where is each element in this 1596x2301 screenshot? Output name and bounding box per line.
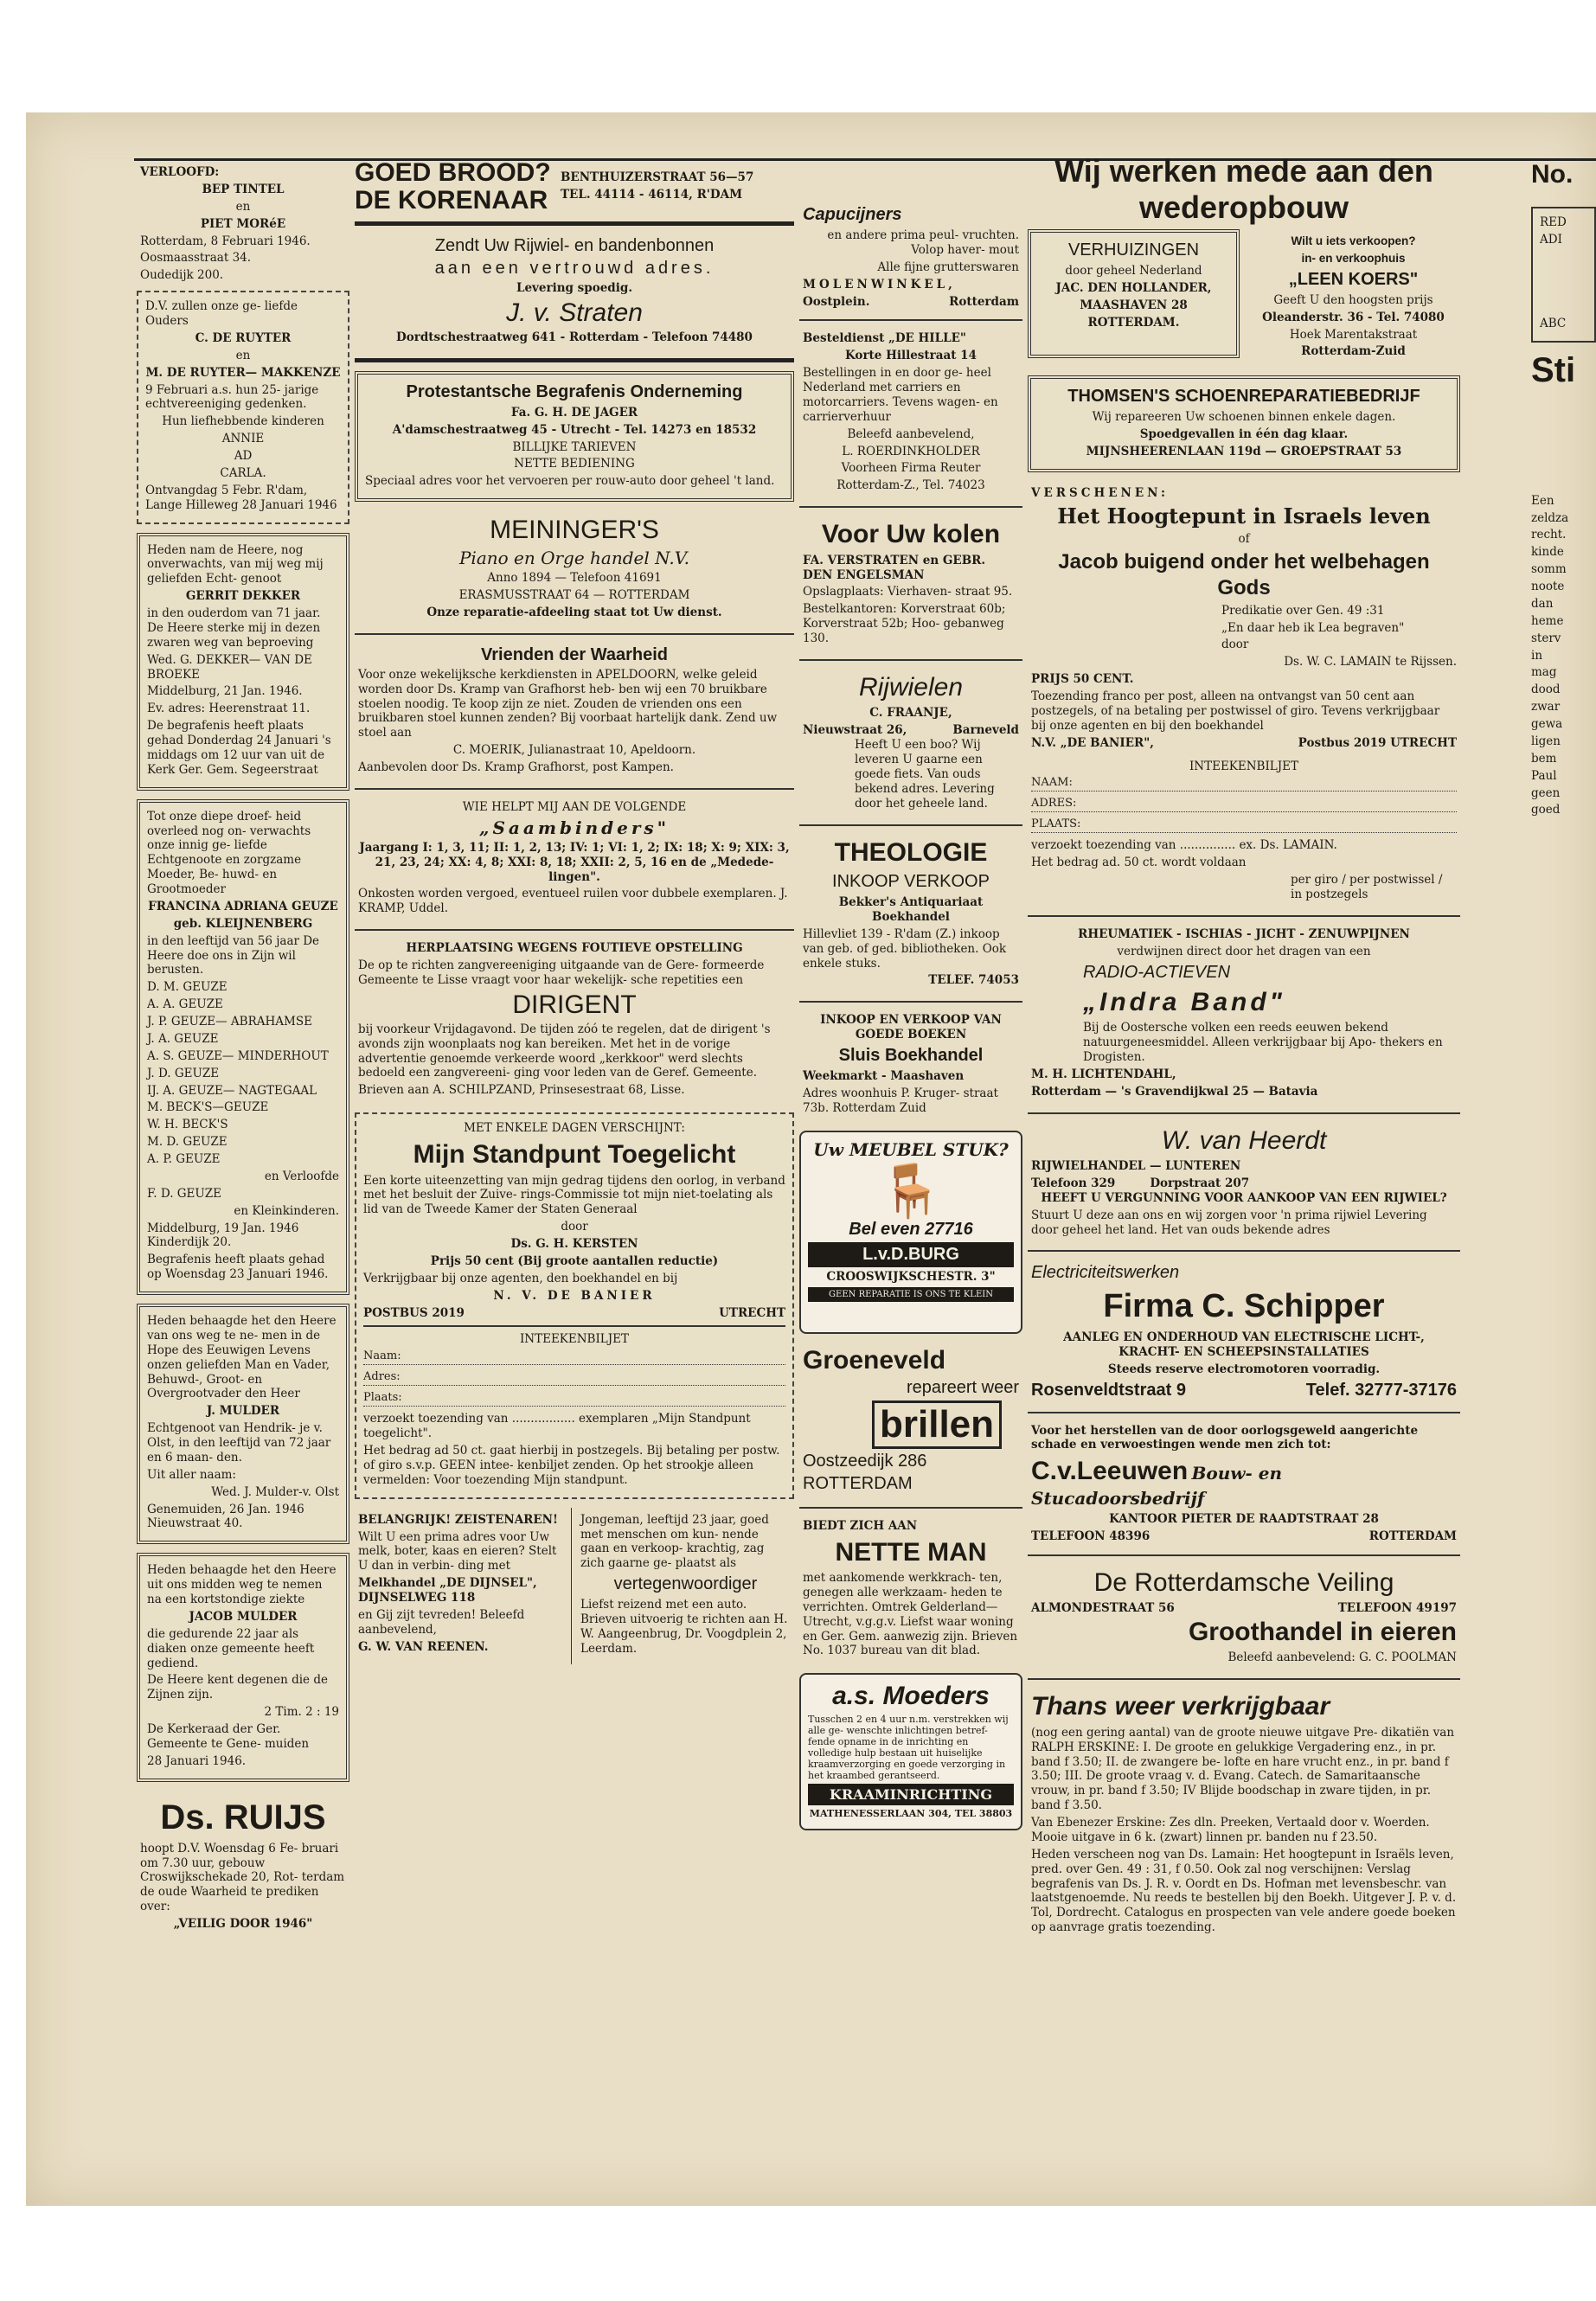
dirigent-body1: De op te richten zangvereeniging uitgaande van de Gere- formeerde Gemeente te Lisse vraagt voor haar wekelijk- sche repetities een xyxy=(358,958,765,987)
standpunt-city: UTRECHT xyxy=(719,1305,785,1320)
family-member: M. BECK'S—GEUZE xyxy=(147,1100,269,1115)
engagement-title: VERLOOFD: xyxy=(140,165,220,179)
edge-snippet: RED xyxy=(1540,215,1567,229)
engagement-en: en xyxy=(235,199,251,214)
vertegenwoordiger-title: vertegenwoordiger xyxy=(613,1574,758,1594)
standpunt-postbus: POSTBUS 2019 xyxy=(363,1305,465,1320)
korenaar-title2: DE KORENAAR xyxy=(355,186,548,215)
anniversary-kid: CARLA. xyxy=(220,465,266,480)
edge-snippet: ADI xyxy=(1540,232,1562,247)
hoogtepunt-ad xyxy=(1028,481,1460,910)
veiling-tel: TELEFOON 49197 xyxy=(1337,1601,1457,1615)
rijwielen-title: Rijwielen xyxy=(858,672,964,702)
indra-intro2: verdwijnen direct door het dragen van een xyxy=(1117,944,1371,958)
anniversary-kid: ANNIE xyxy=(221,432,265,446)
form-bedrag2: per giro / per postwissel / in postzegels xyxy=(1291,873,1443,901)
divider xyxy=(355,633,794,635)
wederopbouw-header: Wij werken mede aan den wederopbouw xyxy=(1054,153,1433,225)
rijwielen-body: Heeft U een boo? Wij leveren U gaarne een goede fiets. Van ouds bekend adres. Levering door het geheele land. xyxy=(855,738,995,811)
obituary-body: Tot onze diepe droef- heid overleed nog on- verwachts onze innig ge- liefde Echtgenoote en zorgzame Moeder, Be- huwd- en Grootmoeder xyxy=(147,809,311,896)
heerdt-ad xyxy=(1028,1119,1460,1246)
engagement-name2: PIET MORéE xyxy=(200,216,286,231)
standpunt-firm: N. V. DE BANIER xyxy=(493,1288,656,1303)
sluis-body: Weekmarkt - Maashaven xyxy=(803,1069,965,1083)
moeders-ad xyxy=(799,1673,1022,1830)
verhuizingen-city: ROTTERDAM. xyxy=(1087,315,1180,330)
leeuwen-ad xyxy=(1028,1419,1460,1549)
veiling-ad xyxy=(1028,1561,1460,1674)
capucijners-body2: Alle fijne grutterswaren xyxy=(877,260,1019,274)
hoogtepunt-firm: N.V. „DE BANIER", xyxy=(1031,735,1154,750)
capucijners-title: Capucijners xyxy=(803,205,902,224)
leeuwen-tel: TELEFOON 48396 xyxy=(1031,1529,1151,1543)
capucijners-city2: Rotterdam xyxy=(949,294,1019,309)
saambinders-intro: WIE HELPT MIJ AAN DE VOLGENDE xyxy=(462,799,687,814)
rijwielen-city: Barneveld xyxy=(952,723,1019,738)
begrafenis-firm: Fa. G. H. DE JAGER xyxy=(510,405,638,420)
groeneveld-addr: Oostzeedijk 286 xyxy=(803,1451,927,1471)
page-number: No. xyxy=(1531,160,1574,189)
obituary-name: GERRIT DEKKER xyxy=(185,589,301,604)
standpunt-door: door xyxy=(561,1220,588,1234)
straten-addr: Dordtschestraatweg 641 - Rotterdam - Telefoon 74480 xyxy=(396,330,753,344)
hoogtepunt-pred: Predikatie over Gen. 49 :31 xyxy=(1221,603,1385,618)
erskine-title: Thans weer verkrijgbaar xyxy=(1031,1692,1330,1721)
indra-firm: M. H. LICHTENDAHL, xyxy=(1031,1067,1176,1081)
korenaar-title1: GOED BROOD? xyxy=(355,158,551,187)
theologie-shop: Bekker's Antiquariaat Boekhandel xyxy=(838,895,984,924)
hoogtepunt-title: Het Hoogtepunt in Israels leven xyxy=(1057,503,1431,529)
bottom-ads xyxy=(355,1508,794,1664)
begrafenis-body: Speciaal adres voor het vervoeren per rouw-auto door geheel 't land. xyxy=(365,474,775,489)
standpunt-author: Ds. G. H. KERSTEN xyxy=(510,1237,638,1251)
groeneveld-big: brillen xyxy=(872,1400,1002,1449)
obituary-place: Middelburg, 21 Jan. 1946. xyxy=(147,684,303,699)
obituary-verse: 2 Tim. 2 : 19 xyxy=(264,1705,339,1720)
meininger-line: Anno 1894 — Telefoon 41691 xyxy=(487,571,662,586)
form-footer: Het bedrag ad 50 ct. gaat hierbij in postzegels. Bij betaling per postw. of giro s.v.p. GEEN intee- kenbiljet zenden. Op het strookje alleen vermelden: Voor toezending Mijn standpunt. xyxy=(363,1444,780,1487)
moeders-title: a.s. Moeders xyxy=(832,1682,990,1711)
meininger-sub: Piano en Orge handel N.V. xyxy=(458,548,690,569)
sermon-topic: „VEILIG DOOR 1946" xyxy=(173,1917,313,1931)
thomsen-title: THOMSEN'S SCHOENREPARATIEBEDRIJF xyxy=(1067,387,1420,407)
obituary-body2: Echtgenoot van Hendrik- je v. Olst, in den leeftijd van 72 jaar en 6 maan- den. xyxy=(147,1421,331,1465)
sluis-body2: Adres woonhuis P. Kruger- straat 73b. Rotterdam Zuid xyxy=(803,1086,998,1115)
obituary-name: FRANCINA ADRIANA GEUZE xyxy=(148,899,338,913)
groeneveld-city: ROTTERDAM xyxy=(803,1473,913,1493)
vertegenwoordiger-body2: Liefst reizend met een auto. Brieven uitvoerig te richten aan H. W. Aangeenbrug, Dr. Voogdplein 2, Leerdam. xyxy=(580,1598,788,1656)
anniversary-en: en xyxy=(235,348,251,362)
indra-sub: RADIO-ACTIEVEN xyxy=(1083,962,1231,982)
obituary-sign: De Kerkeraad der Ger. Gemeente te Gene- muiden xyxy=(147,1722,310,1751)
burg-ad xyxy=(799,1131,1022,1334)
belangrijk-ad xyxy=(355,1508,572,1664)
hille-sign: L. ROERDINKHOLDER xyxy=(842,444,980,458)
column-ads-3 xyxy=(799,160,1022,1830)
vrienden-title: Vrienden der Waarheid xyxy=(481,644,668,664)
family-member: J. D. GEUZE xyxy=(147,1066,220,1080)
engagement-name1: BEP TINTEL xyxy=(202,182,285,196)
vrienden-body: Voor onze wekelijksche kerkdiensten in APELDOORN, welke geleid worden door Ds. Kramp van Grafhorst heb- ben wij een 70 bruikbare stoelen noodig. Te koop zijn ze niet. Zouden de vrienden ons een bruikbaren stoel kunnen zenden? Bij voorbaat hartelijk dank. Zend uw stoel aan xyxy=(358,667,778,740)
standpunt-intro: MET ENKELE DAGEN VERSCHIJNT: xyxy=(464,1121,685,1136)
sermon-name: Ds. RUIJS xyxy=(160,1798,326,1836)
obituary-mulder xyxy=(137,1304,349,1544)
heerdt-addr: Dorpstraat 207 xyxy=(1150,1176,1250,1190)
family-member: A. A. GEUZE xyxy=(147,997,223,1012)
straten-name: J. v. Straten xyxy=(506,298,643,327)
divider xyxy=(355,788,794,790)
leeuwen-city: ROTTERDAM xyxy=(1368,1529,1457,1543)
leenkoers-city: Rotterdam-Zuid xyxy=(1301,344,1406,359)
theologie-sub: INKOOP VERKOOP xyxy=(832,872,990,891)
obituary-name: JACOB MULDER xyxy=(189,1609,298,1624)
belangrijk-title: BELANGRIJK! ZEISTENAREN! xyxy=(358,1512,558,1527)
dirigent-ad xyxy=(355,936,794,1106)
groeneveld-title: Groeneveld xyxy=(803,1345,946,1375)
saambinders-body: Jaargang I: 1, 3, 11; II: 1, 2, 13; IV: 1; VI: 1, 2; IX: 18; X: 9; XIX: 3, 21, 23, 24; XX: 4, 8; XXI: 8, 18; XXII: 2, 5, 16 en de „Medede- lingen". xyxy=(359,840,790,884)
begrafenis-ad xyxy=(355,371,794,502)
vrienden-footer: Aanbevolen door Ds. Kramp Grafhorst, post Kampen. xyxy=(358,760,674,774)
obituary-geuze xyxy=(137,799,349,1295)
saambinders-footer: Onkosten worden vergoed, eventueel ruilen voor dubbele exemplaren. J. KRAMP, Uddel. xyxy=(358,887,788,916)
begrafenis-line: BILLIJKE TARIEVEN xyxy=(512,439,637,454)
anniversary-intro: D.V. zullen onze ge- liefde Ouders xyxy=(145,299,298,328)
leeuwen-intro: Voor het herstellen van de door oorlogsgeweld aangerichte schade en verwoestingen wende men zich tot: xyxy=(1031,1423,1419,1452)
indra-band-ad xyxy=(1028,922,1460,1107)
form-place-field[interactable]: Plaats: xyxy=(363,1391,785,1407)
obituary-addr: Ev. adres: Heerenstraat 11. xyxy=(147,702,311,716)
anniversary-kid: AD xyxy=(234,449,253,463)
hille-sign: Rotterdam-Z., Tel. 74023 xyxy=(836,478,985,493)
verhuizingen-addr: MAASHAVEN 28 xyxy=(1080,298,1188,312)
sermon-ruijs xyxy=(137,1791,349,1939)
hoogtepunt-postbus: Postbus 2019 UTRECHT xyxy=(1298,735,1457,750)
nette-intro: BIEDT ZICH AAN xyxy=(803,1518,918,1533)
schipper-addr: Rosenveldtstraat 9 xyxy=(1031,1380,1186,1400)
hoogtepunt-title2: Jacob buigend onder het welbehagen Gods xyxy=(1058,549,1430,599)
standpunt-price: Prijs 50 cent (Bij groote aantallen reductie) xyxy=(430,1253,719,1268)
hille-ad xyxy=(799,326,1022,501)
saambinders-ad xyxy=(355,795,794,924)
obituary-age: in den leeftijd van 56 jaar De Heere doe ons in Zijn wil berusten. xyxy=(147,933,320,977)
hille-title: Besteldienst „DE HILLE" xyxy=(803,331,966,346)
obituary-date: 28 Januari 1946. xyxy=(147,1753,247,1768)
schipper-intro: Electriciteitswerken xyxy=(1031,1263,1180,1283)
form-address-field[interactable]: ADRES: xyxy=(1031,797,1457,812)
divider xyxy=(355,929,794,931)
korenaar-ad xyxy=(355,160,794,215)
anniversary-name2: M. DE RUYTER— MAKKENZE xyxy=(145,365,341,380)
engagement-line2: Oosmaasstraat 34. xyxy=(140,251,252,266)
column-ads-4 xyxy=(1028,153,1460,1943)
straten-line2: aan een vertrouwd adres. xyxy=(434,259,715,278)
hoogtepunt-author: Ds. W. C. LAMAIN te Rijssen. xyxy=(1284,655,1457,670)
saambinders-title: „Saambinders" xyxy=(478,817,670,838)
leenkoers-addr2: Hoek Marentakstraat xyxy=(1289,327,1418,342)
rijwielen-name: C. FRAANJE, xyxy=(869,706,952,721)
family-member: A. S. GEUZE— MINDERHOUT xyxy=(147,1048,329,1063)
adjacent-box xyxy=(1531,207,1596,343)
heerdt-title: W. van Heerdt xyxy=(1161,1125,1327,1155)
schipper-title: Firma C. Schipper xyxy=(1103,1288,1385,1325)
obituary-name: J. MULDER xyxy=(206,1404,280,1419)
schipper-ad xyxy=(1028,1257,1460,1406)
veiling-addr: ALMONDESTRAAT 56 xyxy=(1031,1601,1175,1615)
obituary-dekker xyxy=(137,533,349,791)
standpunt-ad xyxy=(355,1112,794,1499)
burg-sub: GEEN REPARATIE IS ONS TE KLEIN xyxy=(808,1287,1014,1302)
nette-body: met aankomende werkkrach- ten, genegen alle werkzaam- heden te verrichten. Omtrek Gelderland—Utrecht, v.g.g.v. Liefst waar woning en Ger. Gem. aanwezig zijn. Brieven No. 1037 bureau van dit blad. xyxy=(803,1571,1018,1658)
straten-line3: Levering spoedig. xyxy=(516,281,633,295)
leeuwen-office: KANTOOR PIETER DE RAADTSTRAAT 28 xyxy=(1109,1511,1379,1526)
hoogtepunt-body: Toezending franco per post, alleen na ontvangst van 50 cent aan postzegels, of na betaling per postwissel of giro. Tevens verkrijgbaar bij onze agenten en bij den boekhandel xyxy=(1031,689,1440,733)
moeders-logo: KRAAMINRICHTING xyxy=(808,1784,1014,1805)
hoogtepunt-quote: „En daar heb ik Lea begraven" xyxy=(1221,620,1405,635)
obituary-body: Heden nam de Heere, nog onverwachts, van mij weg mij geliefden Echt- genoot xyxy=(147,542,324,586)
erskine-body2: Van Ebenezer Erskine: Zes dln. Preeken, Vertaald door v. Woerden. Mooie uitgave in 6 k. (zwart) linnen pr. banden nu f 23.50. xyxy=(1031,1816,1430,1844)
obituary-body: Heden behaagde het den Heere van ons weg te ne- men in de Hope des Eeuwigen Levens onzen geliefden Man en Vader, Behuwd-, Groot- en Overgrootvader den Heer xyxy=(147,1314,337,1401)
straten-ad xyxy=(355,231,794,353)
erskine-ad xyxy=(1028,1685,1460,1943)
moeders-addr: MATHENESSERLAAN 304, TEL 38803 xyxy=(809,1808,1013,1820)
meininger-line: ERASMUSSTRAAT 64 — ROTTERDAM xyxy=(458,588,690,602)
dirigent-footer: Brieven aan A. SCHILPZAND, Prinsesestraat 68, Lisse. xyxy=(358,1083,685,1098)
obituary-funeral: Begrafenis heeft plaats gehad op Woensdag 23 Januari 1946. xyxy=(147,1253,329,1282)
obituary-place: Middelburg, 19 Jan. 1946 Kinderdijk 20. xyxy=(147,1221,299,1250)
hille-sign: Beleefd aanbevelend, xyxy=(847,426,975,441)
korenaar-tel: TEL. 44114 - 46114, R'DAM xyxy=(561,187,743,202)
begrafenis-line: NETTE BEDIENING xyxy=(514,457,635,471)
capucijners-firm: MOLENWINKEL, xyxy=(803,277,956,292)
begrafenis-addr: A'damschestraatweg 45 - Utrecht - Tel. 14273 en 18532 xyxy=(392,422,757,437)
obituary-body2: in den ouderdom van 71 jaar. De Heere sterke mij in dezen zwaren weg van beproeving xyxy=(147,606,321,650)
theologie-title: THEOLOGIE xyxy=(834,837,988,867)
heerdt-body: HEEFT U VERGUNNING VOOR AANKOOP VAN EEN RIJWIEL? xyxy=(1041,1190,1447,1205)
nette-title: NETTE MAN xyxy=(835,1537,987,1567)
schipper-body2: Steeds reserve electromotoren voorradig. xyxy=(1107,1362,1381,1376)
burg-logo: Uw MEUBEL STUK? xyxy=(813,1138,1009,1160)
standpunt-title: Mijn Standpunt Toegelicht xyxy=(413,1140,736,1169)
anniversary-name1: C. DE RUYTER xyxy=(195,330,292,345)
groeneveld-sub: repareert weer xyxy=(906,1377,1019,1397)
kolen-body2: Bestelkantoren: Korverstraat 60b; Korverstraat 52b; Hoo- gebanweg 130. xyxy=(803,602,1006,645)
capucijners-city: Oostplein. xyxy=(803,294,870,309)
kolen-ad xyxy=(799,513,1022,654)
straten-line1: Zendt Uw Rijwiel- en bandenbonnen xyxy=(434,236,715,255)
vertegenwoordiger-ad xyxy=(577,1508,794,1664)
veiling-big: Groothandel in eieren xyxy=(1188,1617,1457,1646)
schipper-body: AANLEG EN ONDERHOUD VAN ELECTRISCHE LICHT-, KRACHT- EN SCHEEPSINSTALLATIES xyxy=(1063,1330,1425,1359)
edge-title: Sti xyxy=(1531,350,1576,389)
hille-body: Bestellingen in en door ge- heel Nederland met carriers en motorcarriers. Tevens wagen- en carrierverhuur xyxy=(803,366,998,424)
burg-addr: CROOSWIJKSCHESTR. 3" xyxy=(826,1269,996,1284)
family-member: en Verloofde xyxy=(264,1169,339,1183)
burg-phone: Bel even 27716 xyxy=(849,1219,973,1239)
theologie-ad xyxy=(799,831,1022,997)
obituary-body: Heden behaagde het den Heere uit ons midden weg te nemen na een kortstondige ziekte xyxy=(147,1563,337,1606)
moeders-body: Tusschen 2 en 4 uur n.m. verstrekken wij alle ge- wenschte inlichtingen betref- fende opname in de inrichting en volledige hulp bestaan uit huiselijke kraamverzorging en goede verzorging in het kraambed gerantseerd. xyxy=(808,1714,1009,1782)
meininger-title: MEININGER'S xyxy=(490,516,659,545)
vrienden-addr: C. MOERIK, Julianastraat 10, Apeldoorn. xyxy=(452,743,696,758)
kolen-body: Opslagplaats: Vierhaven- straat 95. xyxy=(803,585,1013,599)
verhuizingen-ad xyxy=(1028,229,1240,358)
leenkoers-body: Geeft U den hoogsten prijs xyxy=(1273,292,1433,307)
form-place-field[interactable]: PLAATS: xyxy=(1031,817,1457,833)
obituary-geb: geb. KLEIJNENBERG xyxy=(173,916,313,931)
obituary-funeral: De begrafenis heeft plaats gehad Donderdag 24 Januari 's middags om 12 uur van uit de Kerk Ger. Gem. Segeerstraat xyxy=(147,719,331,777)
dirigent-intro: HERPLAATSING WEGENS FOUTIEVE OPSTELLING xyxy=(406,941,743,956)
capucijners-ad xyxy=(799,199,1022,314)
capucijners-body: en andere prima peul- vruchten. Volop haver- mout xyxy=(827,228,1019,257)
indra-addr: Rotterdam — 's Gravendijkwal 25 — Batavia xyxy=(1031,1084,1318,1099)
kolen-title: Voor Uw kolen xyxy=(821,520,1001,549)
anniversary-notice xyxy=(137,291,349,523)
leenkoers-addr: Oleanderstr. 36 - Tel. 74080 xyxy=(1262,310,1445,324)
erskine-body: (nog een gering aantal) van de groote nieuwe uitgave Pre- dikatiën van RALPH ERSKINE: I. De groote en gelukkige Vergadering enz., in pr. band f 3.50; II. de zwangere be- lofte en hare vrucht enz., in pr. band f 3.50; III. De groote vraag v. d. Evang. Catech. de Samaritaansche vrouw, in pr. band f 3.50; IV Blijde boodschap in zware tijden, in pr. band f 3.50. xyxy=(1031,1725,1455,1813)
thomsen-ad xyxy=(1028,375,1460,472)
obituary-sign: Wed. G. DEKKER— VAN DE BROEKE xyxy=(147,652,312,682)
obituary-verse-text: De Heere kent degenen die de Zijnen zijn. xyxy=(147,1673,328,1702)
chair-illustration-icon: 🪑 xyxy=(878,1160,944,1221)
anniversary-kids-intro: Hun liefhebbende kinderen xyxy=(162,414,324,429)
hoogtepunt-intro: VERSCHENEN: xyxy=(1031,485,1169,500)
vertegenwoordiger-body: Jongeman, leeftijd 23 jaar, goed met menschen om kun- nende gaan en verkoop- krachtig, zag zich gaarne ge- plaatst als xyxy=(580,1512,769,1571)
schipper-tel: Telef. 32777-37176 xyxy=(1305,1380,1457,1400)
dirigent-body2: bij voorkeur Vrijdagavond. De tijden zóó te regelen, dat de dirigent 's avonds zijn woonplaats nog kan bereiken. Met het in de vorige advertentie genoemde verkeerde woord „kerkkoor" werd slechts bedoeld een zangvereeni- ging voor leden van de Geref. Gemeente. xyxy=(358,1022,771,1080)
top-ads-row xyxy=(1028,229,1460,367)
leeuwen-sub: Bouw- en Stucadoorsbedrijf xyxy=(1031,1463,1282,1509)
nette-man-ad xyxy=(799,1514,1022,1667)
burg-name: L.v.D.BURG xyxy=(808,1242,1014,1267)
edge-snippet: ABC xyxy=(1540,316,1567,330)
begrafenis-title: Protestantsche Begrafenis Onderneming xyxy=(406,381,743,401)
form-name-field[interactable]: NAAM: xyxy=(1031,776,1457,792)
obituary-jacob-mulder xyxy=(137,1553,349,1781)
divider xyxy=(355,221,794,226)
hoogtepunt-price: PRIJS 50 CENT. xyxy=(1031,672,1134,687)
family-member: M. D. GEUZE xyxy=(147,1135,228,1150)
column-announcements xyxy=(137,160,349,1939)
sluis-ad xyxy=(799,1008,1022,1123)
form-address-field[interactable]: Adres: xyxy=(363,1370,785,1386)
belangrijk-sign: G. W. VAN REENEN. xyxy=(358,1639,489,1654)
thomsen-addr: MIJNSHEERENLAAN 119d — GROEPSTRAAT 53 xyxy=(1086,445,1402,458)
column-ads-2 xyxy=(355,160,794,1664)
form-request: verzoekt toezending van ................. exemplaren „Mijn Standpunt toegelicht". xyxy=(363,1412,751,1441)
sermon-body: hoopt D.V. Woensdag 6 Fe- bruari om 7.30 uur, gebouw Croswijkschekade 20, Rot- terdam de oude Waarheid te prediken over: xyxy=(140,1841,345,1914)
belangrijk-body: Wilt U een prima adres voor Uw melk, boter, kaas en eieren? Stelt U dan in verbin- ding met xyxy=(358,1529,557,1574)
heerdt-tel: Telefoon 329 xyxy=(1031,1176,1116,1190)
veiling-title: De Rotterdamsche Veiling xyxy=(1093,1567,1394,1597)
theologie-body: Hillevliet 139 - R'dam (Z.) inkoop van geb. of ged. bibliotheken. Ook enkele stuks. xyxy=(803,926,1007,971)
belangrijk-firm: Melkhandel „DE DIJNSEL", DIJNSELWEG 118 xyxy=(358,1576,537,1605)
family-member: W. H. BECK'S xyxy=(147,1118,228,1132)
kolen-firm: FA. VERSTRATEN en GEBR. DEN ENGELSMAN xyxy=(803,553,986,582)
form-title: INTEEKENBILJET xyxy=(519,1332,630,1347)
leenkoers-q2: in- en verkoophuis xyxy=(1301,251,1406,265)
form-title: INTEEKENBILJET xyxy=(1189,759,1299,773)
verhuizingen-firm: JAC. DEN HOLLANDER, xyxy=(1055,280,1212,295)
form-name-field[interactable]: Naam: xyxy=(363,1349,785,1365)
leenkoers-title: „LEEN KOERS" xyxy=(1288,269,1419,289)
verhuizingen-body: door geheel Nederland xyxy=(1065,264,1202,278)
engagement-notice xyxy=(137,160,349,291)
vrienden-ad xyxy=(355,640,794,783)
thomsen-body: Wij repareeren Uw schoenen binnen enkele dagen. xyxy=(1092,410,1396,425)
veiling-sign: Beleefd aanbevelend: G. C. POOLMAN xyxy=(1227,1650,1457,1665)
meininger-ad xyxy=(355,510,794,628)
form-request: verzoekt toezending van ............... ex. Ds. LAMAIN. xyxy=(1031,838,1337,853)
heerdt-body2: Stuurt U deze aan ons en wij zorgen voor 'n prima rijwiel Levering door geheel het land. Het van ouds bekende adres xyxy=(1031,1208,1427,1237)
anniversary-body: 9 Februari a.s. hun 25- jarige echtvereeniging gedenken. xyxy=(145,382,319,412)
meininger-line: Onze reparatie-afdeeling staat tot Uw dienst. xyxy=(426,605,722,619)
indra-body: Bij de Oostersche volken een reeds eeuwen bekend natuurgeneesmiddel. Alleen verkrijgbaar bij Apo- thekers en Drogisten. xyxy=(1083,1021,1443,1064)
sluis-intro: INKOOP EN VERKOOP VAN GOEDE BOEKEN xyxy=(820,1013,1002,1042)
standpunt-body: Een korte uiteenzetting van mijn gedrag tijdens den oorlog, in verband met het besluit der Zuive- rings-Commissie tot mijn niet-toelating als lid van de Tweede Kamer der Staten Generaal xyxy=(363,1173,785,1217)
groeneveld-ad xyxy=(799,1341,1022,1502)
anniversary-footer: Ontvangdag 5 Febr. R'dam, Lange Hilleweg 28 Januari 1946 xyxy=(145,483,337,512)
hille-addr: Korte Hillestraat 14 xyxy=(845,349,977,363)
family-member: J. P. GEUZE— ABRAHAMSE xyxy=(147,1015,312,1029)
hoogtepunt-of: of xyxy=(1238,531,1250,546)
form-bedrag: Het bedrag ad. 50 ct. wordt voldaan xyxy=(1031,856,1247,870)
indra-title: „Indra Band" xyxy=(1083,987,1285,1016)
engagement-line1: Rotterdam, 8 Februari 1946. xyxy=(140,234,311,248)
thomsen-body2: Spoedgevallen in één dag klaar. xyxy=(1139,427,1349,442)
theologie-tel: TELEF. 74053 xyxy=(928,973,1019,988)
dirigent-title: DIRIGENT xyxy=(512,990,637,1019)
obituary-sign: Wed. J. Mulder-v. Olst xyxy=(211,1484,339,1499)
standpunt-body2: Verkrijgbaar bij onze agenten, den boekhandel en bij xyxy=(363,1271,678,1285)
leenkoers-q: Wilt u iets verkoopen? xyxy=(1291,234,1416,247)
edge-text: Een zeldza recht. kinde somm noote dan heme sterv in mag dood zwar gewa ligen bem Paul geen goed xyxy=(1531,493,1569,817)
family-member: A. P. GEUZE xyxy=(147,1152,221,1166)
obituary-body2: die gedurende 22 jaar als diaken onze gemeente heeft gediend. xyxy=(147,1626,315,1670)
rijwielen-addr: Nieuwstraat 26, xyxy=(803,723,907,738)
engagement-line3: Oudedijk 200. xyxy=(140,268,224,283)
obituary-place: Genemuiden, 26 Jan. 1946 Nieuwstraat 40. xyxy=(147,1502,304,1531)
erskine-body3: Heden verscheen nog van Ds. Lamain: Het hoogtepunt in Israëls leven, pred. over Gen. 49 : 31, f 0.50. Ook zal nog verschijnen: Verslag begrafenis van Ds. J. R. v. Oordt en Ds. Hofman met levensbeschr. van laatstgenoemde. Nu reeds te bestellen bij den Boekh. Uitgever J. P. v. d. Tol, Dordrecht. Catalogus en prospecten van vele andere goede boeken op aanvrage gratis toezending. xyxy=(1031,1847,1457,1935)
family-member: F. D. GEUZE xyxy=(147,1186,222,1201)
family-member: en Kleinkinderen. xyxy=(234,1203,339,1218)
korenaar-addr: BENTHUIZERSTRAAT 56—57 xyxy=(561,170,754,184)
heerdt-sub: RIJWIELHANDEL — LUNTEREN xyxy=(1031,1159,1241,1173)
belangrijk-body2: en Gij zijt tevreden! Beleefd aanbevelend, xyxy=(358,1607,525,1637)
hille-sign: Voorheen Firma Reuter xyxy=(841,461,981,476)
divider xyxy=(355,358,794,362)
family-member: D. M. GEUZE xyxy=(147,980,228,995)
leeuwen-title: C.v.Leeuwen xyxy=(1031,1457,1189,1486)
rijwielen-ad xyxy=(799,666,1022,819)
hoogtepunt-door: door xyxy=(1221,638,1249,652)
sluis-title: Sluis Boekhandel xyxy=(838,1046,984,1065)
obituary-sign: Uit aller naam: xyxy=(147,1467,236,1482)
leen-koers-ad xyxy=(1247,229,1460,367)
adjacent-page-edge xyxy=(1531,160,1596,820)
indra-intro: RHEUMATIEK - ISCHIAS - JICHT - ZENUWPIJNEN xyxy=(1078,926,1410,941)
family-member: IJ. A. GEUZE— NAGTEGAAL xyxy=(147,1083,317,1098)
verhuizingen-title: VERHUIZINGEN xyxy=(1067,240,1200,260)
family-member: J. A. GEUZE xyxy=(147,1031,219,1046)
